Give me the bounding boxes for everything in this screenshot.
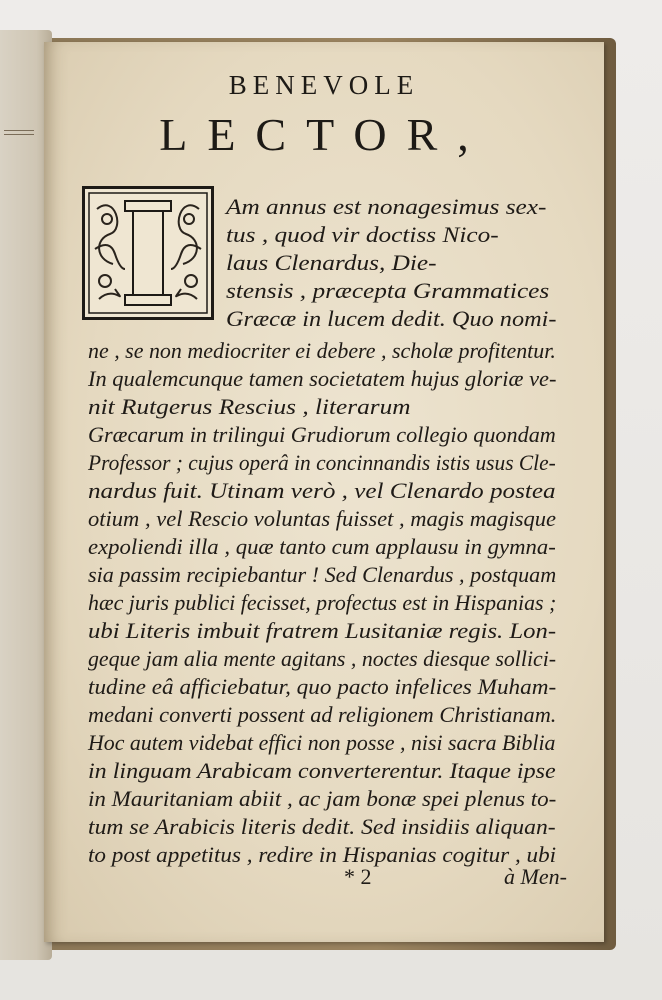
text-line: Hoc autem videbat effici non posse , nisi sacra Biblia xyxy=(88,730,556,755)
text-line: ne , se non mediocriter ei debere , scholæ profitentur. xyxy=(88,338,556,363)
text-line: to post appetitus , redire in Hispanias cogitur , ubi xyxy=(88,842,557,867)
text-line: medani converti possent ad religionem Christianam. xyxy=(88,702,557,727)
text-line: nit Rutgerus Rescius , literarum xyxy=(88,394,411,419)
left-page-mark xyxy=(4,134,34,135)
text-line: ubi Literis imbuit fratrem Lusitaniæ regis. Lon- xyxy=(88,618,557,643)
text-line: hæc juris publici fecisset, profectus est in Hispanias ; xyxy=(88,590,557,615)
catchword: à Men- xyxy=(504,864,567,889)
signature-mark: * 2 xyxy=(344,864,372,889)
text-line: otium , vel Rescio voluntas fuisset , magis magisque xyxy=(88,506,557,531)
text-line: nardus fuit. Utinam verò , vel Clenardo postea xyxy=(88,478,556,503)
text-line: in Mauritaniam abiit , ac jam bonæ spei plenus to- xyxy=(88,786,557,811)
text-line: laus Clenardus, Die- xyxy=(226,250,437,275)
text-line: expoliendi illa , quæ tanto cum applausu in gymna- xyxy=(88,534,556,559)
text-line: Am annus est nonagesimus sex- xyxy=(226,194,547,219)
text-line: Professor ; cujus operâ in concinnandis istis usus Cle- xyxy=(88,450,556,475)
left-page-mark xyxy=(4,130,34,131)
decorated-initial xyxy=(82,186,214,320)
heading-line-2: LECTOR, xyxy=(159,109,489,160)
text-line: in linguam Arabicam converterentur. Itaque ipse xyxy=(88,758,556,783)
text-line: geque jam alia mente agitans , noctes diesque sollici- xyxy=(88,646,557,671)
heading-line-1: BENEVOLE xyxy=(228,70,420,100)
text-line: In qualemcunque tamen societatem hujus gloriæ ve- xyxy=(88,366,557,391)
text-line: tum se Arabicis literis dedit. Sed insidiis aliquan- xyxy=(88,814,556,839)
book-page xyxy=(44,42,604,942)
text-line: Græcarum in trilingui Grudiorum collegio quondam xyxy=(88,422,556,447)
text-line: stensis , præcepta Grammatices xyxy=(226,278,550,303)
ornament-initial-icon xyxy=(85,189,211,317)
text-line: sia passim recipiebantur ! Sed Clenardus , postquam xyxy=(88,562,557,587)
text-line: Græcæ in lucem dedit. Quo nomi- xyxy=(226,306,557,331)
text-line: tus , quod vir doctiss Nico- xyxy=(226,222,499,247)
text-line: tudine eâ afficiebatur, quo pacto infelices Muham- xyxy=(88,674,557,699)
